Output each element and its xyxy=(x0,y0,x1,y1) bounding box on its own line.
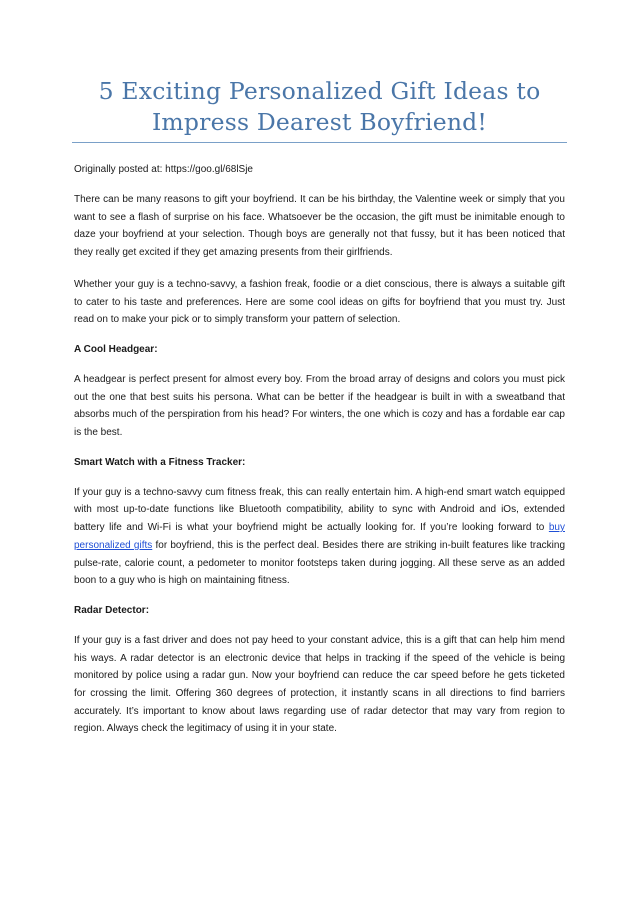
section-text-headgear: A headgear is perfect present for almost every boy. From the broad array of designs and colors you must pick out the one that best suits his persona. What can be better if the headgear is built in with a sweatband that absorbs much of the perspiration from his head? For winters, the one which is cozy and has a fordable ear cap is the best. xyxy=(74,373,565,439)
section-text-smart-watch xyxy=(74,484,565,590)
title-divider xyxy=(72,142,567,143)
section-heading-headgear: A Cool Headgear: xyxy=(74,343,158,355)
smart-watch-text-before: If your guy is a techno-savvy cum fitness freak, this can really entertain him. A high-end smart watch equipped with most up-to-date functions like Bluetooth compatibility, ability to sync with Android and iOs, extended battery life and Wi-Fi is what your boyfriend might be actually looking for. If you’re looking forward to xyxy=(74,486,565,534)
section-heading-radar-detector: Radar Detector: xyxy=(74,604,150,616)
document-page xyxy=(0,76,638,902)
intro-paragraph-2: Whether your guy is a techno-savvy, a fashion freak, foodie or a diet conscious, there is always a suitable gift to cater to his taste and preferences. Here are some cool ideas on gifts for boyfriend that you must try. Just read on to make your pick or to simply transform your pattern of selection. xyxy=(74,278,565,326)
posted-at-line: Originally posted at: https://goo.gl/68lSje xyxy=(74,164,253,175)
section-text-radar-detector: If your guy is a fast driver and does not pay heed to your constant advice, this is a gift that can help him mend his ways. A radar detector is an electronic device that helps in tracking if the speed of the vehicle is being monitored by police using a radar gun. Now your boyfriend can reduce the car speed before he gets ticketed for crossing the limit. Offering 360 degrees of protection, it instantly scans in all directions to find barriers accurately. It’s important to know about laws regarding use of radar detector that may vary from region to region. Always check the legitimacy of using it in your state. xyxy=(74,634,565,735)
smart-watch-text-after: for boyfriend, this is the perfect deal. Besides there are striking in-built features like tracking pulse-rate, calorie count, a pedometer to monitor footsteps taken during jogging. All these serve as an added boon to a guy who is high on maintaining fitness. xyxy=(74,539,566,587)
buy-personalized-gifts-link[interactable]: buy personalized gifts xyxy=(74,522,565,551)
intro-paragraph-1: There can be many reasons to gift your boyfriend. It can be his birthday, the Valentine week or simply that you want to see a flash of surprise on his face. Whatsoever be the occasion, the gift must be inimitable enough to daze your boyfriend at your selection. Though boys are generally not that fussy, but it has been noticed that they really get excited if they get amazing presents from their girlfriends. xyxy=(74,194,565,259)
document-title: 5 Exciting Personalized Gift Ideas to Impress Dearest Boyfriend! xyxy=(98,77,541,136)
section-heading-smart-watch: Smart Watch with a Fitness Tracker: xyxy=(74,456,246,468)
